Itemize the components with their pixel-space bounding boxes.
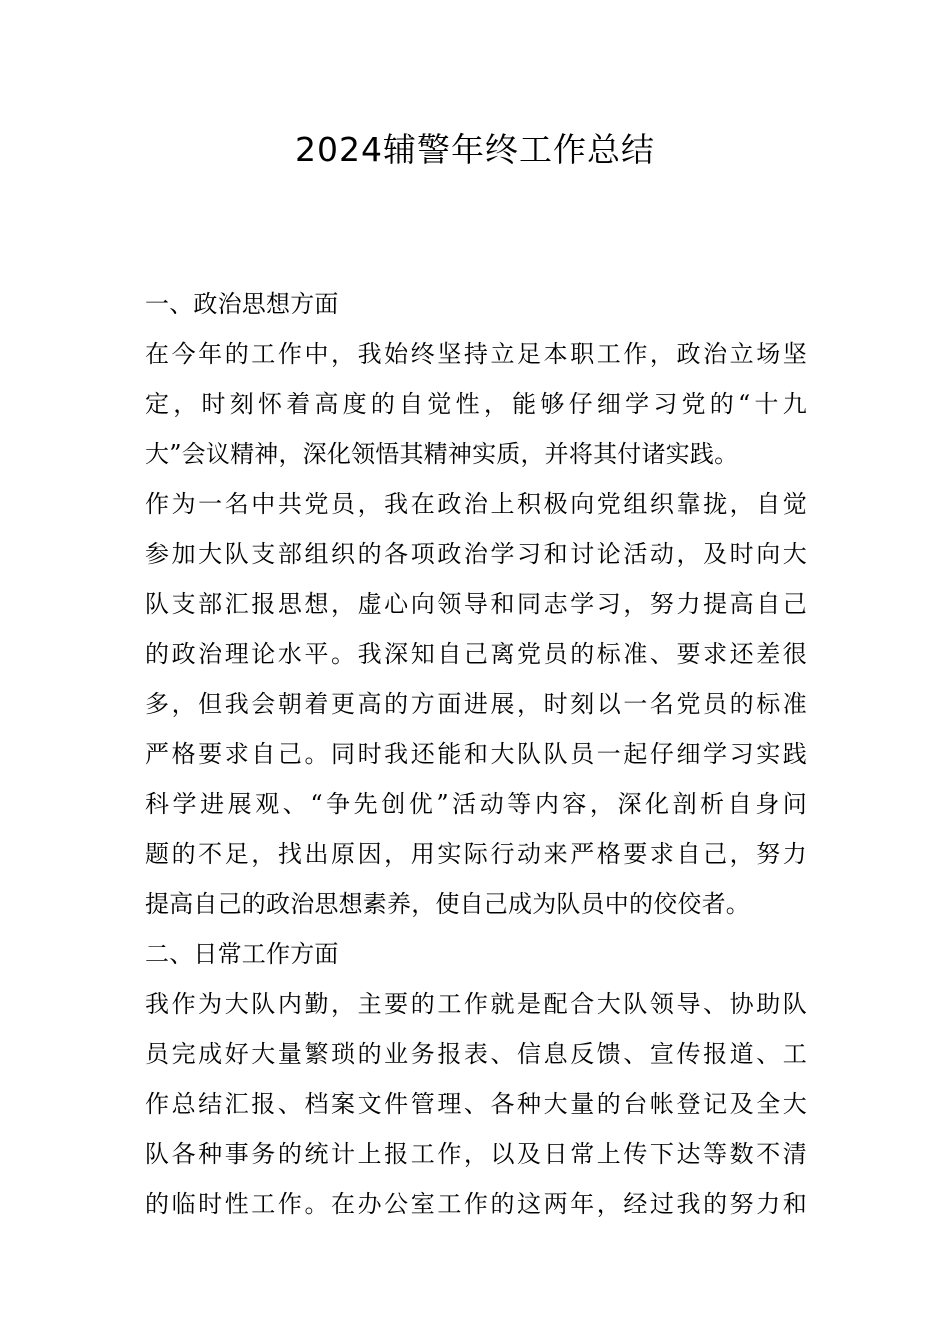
- paragraph-line: 多，但我会朝着更高的方面进展，时刻以一名党员的标准: [145, 690, 807, 718]
- paragraph-line: 我作为大队内勤，主要的工作就是配合大队领导、协助队: [145, 990, 807, 1018]
- paragraph-line: 科学进展观、“争先创优”活动等内容，深化剖析自身问: [145, 790, 807, 818]
- document-title: 2024辅警年终工作总结: [295, 130, 655, 169]
- paragraph-line: 提高自己的政治思想素养，使自己成为队员中的佼佼者。: [145, 890, 750, 918]
- paragraph-line: 大”会议精神，深化领悟其精神实质，并将其付诸实践。: [145, 440, 739, 468]
- paragraph-line: 的政治理论水平。我深知自己离党员的标准、要求还差很: [145, 640, 807, 668]
- paragraph-line: 的临时性工作。在办公室工作的这两年，经过我的努力和: [145, 1190, 807, 1218]
- paragraph-line: 题的不足，找出原因，用实际行动来严格要求自己，努力: [145, 840, 807, 868]
- paragraph-line: 作总结汇报、档案文件管理、各种大量的台帐登记及全大: [145, 1090, 807, 1118]
- paragraph-line: 参加大队支部组织的各项政治学习和讨论活动，及时向大: [145, 540, 807, 568]
- paragraph-line: 队各种事务的统计上报工作，以及日常上传下达等数不清: [145, 1140, 807, 1168]
- paragraph-line: 作为一名中共党员，我在政治上积极向党组织靠拢，自觉: [145, 490, 807, 518]
- paragraph-line: 队支部汇报思想，虚心向领导和同志学习，努力提高自己: [145, 590, 807, 618]
- paragraph-line: 定，时刻怀着高度的自觉性，能够仔细学习党的“十九: [145, 390, 807, 418]
- document-body: [145, 279, 807, 1229]
- paragraph-line: 严格要求自己。同时我还能和大队队员一起仔细学习实践: [145, 740, 807, 768]
- section-heading-politics: 一、政治思想方面: [145, 290, 339, 318]
- section-heading-daily-work: 二、日常工作方面: [145, 940, 339, 968]
- paragraph-line: 员完成好大量繁琐的业务报表、信息反馈、宣传报道、工: [145, 1040, 807, 1068]
- paragraph-line: 在今年的工作中，我始终坚持立足本职工作，政治立场坚: [145, 340, 807, 368]
